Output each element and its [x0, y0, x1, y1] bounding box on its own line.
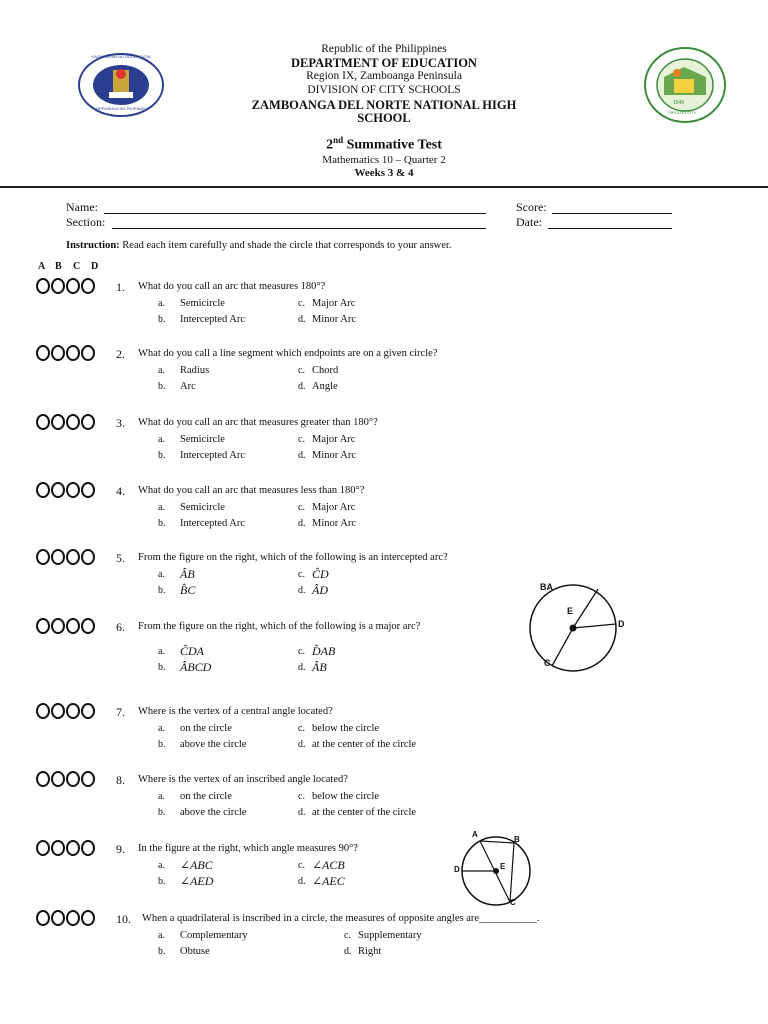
option-letter: d.	[298, 876, 306, 887]
answer-header-a: A	[38, 261, 46, 272]
option-letter: d.	[298, 314, 306, 325]
fig1-label-e: E	[567, 606, 574, 616]
question-number: 2.	[116, 347, 125, 361]
answer-bubble-c[interactable]	[66, 549, 80, 565]
option-letter: d.	[298, 381, 306, 392]
answer-bubble-c[interactable]	[66, 278, 80, 294]
figure-circle-inscribed	[458, 834, 538, 910]
answer-bubble-d[interactable]	[81, 840, 95, 856]
option-letter: c.	[298, 365, 305, 376]
option-letter: d.	[298, 807, 306, 818]
answer-bubble-c[interactable]	[66, 771, 80, 787]
option-text: on the circle	[180, 791, 232, 802]
question-text: When a quadrilateral is inscribed in a circle, the measures of opposite angles are___________.	[142, 913, 540, 924]
question-text: From the figure on the right, which of the following is a major arc?	[138, 621, 421, 632]
option-letter: a.	[158, 434, 165, 445]
answer-bubble-c[interactable]	[66, 482, 80, 498]
name-field[interactable]	[104, 213, 486, 214]
instruction: Instruction: Read each item carefully and shade the circle that corresponds to your answer.	[66, 240, 452, 251]
section-field[interactable]	[112, 228, 486, 229]
figure-circle-abcde	[520, 580, 640, 680]
option-letter: c.	[298, 298, 305, 309]
question-number: 7.	[116, 705, 125, 719]
answer-bubbles	[36, 549, 96, 570]
option-text: Major Arc	[312, 434, 356, 445]
deped-seal-text-top: KAGAWARAN NG EDUKASYON	[91, 54, 151, 59]
question-text: What do you call an arc that measures 180°?	[138, 281, 326, 292]
option-letter: c.	[344, 930, 351, 941]
option-text: above the circle	[180, 739, 247, 750]
question-text: What do you call an arc that measures less than 180°?	[138, 485, 365, 496]
answer-bubble-d[interactable]	[81, 703, 95, 719]
option-text: D̂AB	[312, 644, 336, 658]
answer-bubble-d[interactable]	[81, 549, 95, 565]
option-letter: a.	[158, 298, 165, 309]
option-letter: d.	[344, 946, 352, 957]
answer-bubble-a[interactable]	[36, 618, 50, 634]
option-text: Intercepted Arc	[180, 518, 246, 529]
answer-bubble-c[interactable]	[66, 840, 80, 856]
answer-bubbles	[36, 618, 96, 639]
test-subtitle: Mathematics 10 – Quarter 2	[322, 154, 446, 166]
answer-bubble-b[interactable]	[51, 345, 65, 361]
option-letter: b.	[158, 739, 166, 750]
answer-bubble-b[interactable]	[51, 910, 65, 926]
question-number: 6.	[116, 620, 125, 634]
answer-bubbles	[36, 910, 96, 931]
fig1-label-ba: BA	[540, 582, 553, 592]
option-letter: a.	[158, 569, 165, 580]
date-field[interactable]	[548, 228, 672, 229]
answer-bubble-d[interactable]	[81, 345, 95, 361]
answer-bubble-a[interactable]	[36, 910, 50, 926]
fig2-label-e: E	[500, 862, 506, 871]
answer-bubble-c[interactable]	[66, 414, 80, 430]
option-text: at the center of the circle	[312, 807, 417, 818]
option-letter: d.	[298, 585, 306, 596]
deped-seal-text-bottom: REPUBLIKA NG PILIPINAS	[96, 106, 146, 111]
option-text: ĈD	[312, 567, 329, 581]
option-letter: b.	[158, 876, 166, 887]
header-division: DIVISION OF CITY SCHOOLS	[307, 84, 461, 96]
option-letter: a.	[158, 930, 165, 941]
answer-bubbles	[36, 278, 96, 299]
option-text: ÂB	[312, 660, 327, 674]
name-label: Name:	[66, 200, 98, 214]
answer-bubble-d[interactable]	[81, 910, 95, 926]
option-text: Major Arc	[312, 298, 356, 309]
header-school-name: ZAMBOANGA DEL NORTE NATIONAL HIGH	[251, 98, 517, 112]
question-number: 10.	[116, 912, 131, 926]
option-text: ÂBCD	[180, 660, 212, 674]
option-letter: b.	[158, 450, 166, 461]
option-letter: c.	[298, 434, 305, 445]
option-text: Chord	[312, 365, 339, 376]
fig2-label-a: A	[472, 830, 478, 839]
answer-bubbles	[36, 345, 96, 366]
question-number: 1.	[116, 280, 125, 294]
question-text: In the figure at the right, which angle measures 90°?	[138, 843, 358, 854]
option-letter: c.	[298, 791, 305, 802]
question-text: Where is the vertex of an inscribed angle located?	[138, 774, 348, 785]
answer-bubble-b[interactable]	[51, 549, 65, 565]
answer-bubble-a[interactable]	[36, 345, 50, 361]
option-text: Obtuse	[180, 946, 210, 957]
question-text: From the figure on the right, which of the following is an intercepted arc?	[138, 552, 448, 563]
answer-bubble-a[interactable]	[36, 414, 50, 430]
answer-bubble-b[interactable]	[51, 278, 65, 294]
option-text: Angle	[312, 381, 338, 392]
answer-bubble-c[interactable]	[66, 345, 80, 361]
answer-bubbles	[36, 840, 96, 861]
test-title: 2nd Summative Test	[326, 135, 442, 153]
header-republic: Republic of the Philippines	[321, 43, 447, 55]
option-text: Arc	[180, 381, 196, 392]
score-field[interactable]	[552, 213, 672, 214]
question-number: 9.	[116, 842, 125, 856]
question-text: What do you call an arc that measures greater than 180°?	[138, 417, 378, 428]
question-number: 4.	[116, 484, 125, 498]
option-letter: a.	[158, 646, 165, 657]
option-text: Radius	[180, 365, 210, 376]
section-label: Section:	[66, 215, 106, 229]
option-text: ∠AEC	[312, 874, 345, 888]
option-letter: c.	[298, 502, 305, 513]
option-text: Minor Arc	[312, 450, 357, 461]
answer-bubble-a[interactable]	[36, 703, 50, 719]
answer-bubbles	[36, 482, 96, 503]
option-text: ∠ABC	[180, 858, 213, 872]
answer-bubble-a[interactable]	[36, 840, 50, 856]
option-text: Supplementary	[358, 930, 422, 941]
answer-bubble-d[interactable]	[81, 278, 95, 294]
option-text: Semicircle	[180, 434, 225, 445]
header-region: Region IX, Zamboanga Peninsula	[306, 70, 462, 82]
option-letter: d.	[298, 739, 306, 750]
question-number: 3.	[116, 416, 125, 430]
header-school-name-2: SCHOOL	[357, 111, 411, 125]
question-text: Where is the vertex of a central angle located?	[138, 706, 333, 717]
fig1-label-c: C	[544, 658, 551, 668]
option-letter: a.	[158, 502, 165, 513]
option-text: Minor Arc	[312, 518, 357, 529]
option-letter: c.	[298, 723, 305, 734]
date-label: Date:	[516, 215, 542, 229]
school-seal-city: DIPOLOG CITY	[668, 110, 697, 115]
header-divider	[0, 186, 768, 188]
option-text: ÂB	[180, 567, 195, 581]
option-text: Intercepted Arc	[180, 450, 246, 461]
answer-bubble-b[interactable]	[51, 840, 65, 856]
school-seal-year: 1946	[673, 100, 685, 106]
option-text: ÂD	[312, 583, 328, 597]
option-letter: a.	[158, 860, 165, 871]
option-text: ĈDA	[180, 644, 204, 658]
option-letter: b.	[158, 314, 166, 325]
answer-bubble-d[interactable]	[81, 618, 95, 634]
question-number: 8.	[116, 773, 125, 787]
option-letter: b.	[158, 518, 166, 529]
option-letter: b.	[158, 381, 166, 392]
answer-bubble-a[interactable]	[36, 482, 50, 498]
option-letter: b.	[158, 807, 166, 818]
option-letter: a.	[158, 723, 165, 734]
answer-bubble-d[interactable]	[81, 771, 95, 787]
answer-header-c: C	[73, 261, 81, 272]
option-text: Minor Arc	[312, 314, 357, 325]
answer-bubble-a[interactable]	[36, 549, 50, 565]
answer-bubble-c[interactable]	[66, 703, 80, 719]
answer-bubble-b[interactable]	[51, 618, 65, 634]
answer-bubble-d[interactable]	[81, 482, 95, 498]
answer-bubbles	[36, 414, 96, 435]
option-letter: d.	[298, 450, 306, 461]
question-number: 5.	[116, 551, 125, 565]
option-letter: c.	[298, 860, 305, 871]
answer-bubble-b[interactable]	[51, 482, 65, 498]
option-text: below the circle	[312, 791, 380, 802]
answer-bubble-c[interactable]	[66, 910, 80, 926]
option-text: Intercepted Arc	[180, 314, 246, 325]
answer-bubble-c[interactable]	[66, 618, 80, 634]
option-text: above the circle	[180, 807, 247, 818]
answer-bubble-a[interactable]	[36, 278, 50, 294]
option-text: at the center of the circle	[312, 739, 417, 750]
option-text: on the circle	[180, 723, 232, 734]
fig2-label-d: D	[454, 865, 460, 874]
answer-bubble-d[interactable]	[81, 414, 95, 430]
answer-bubble-a[interactable]	[36, 771, 50, 787]
option-letter: b.	[158, 946, 166, 957]
header-deped: DEPARTMENT OF EDUCATION	[291, 56, 477, 70]
question-text: What do you call a line segment which endpoints are on a given circle?	[138, 348, 438, 359]
answer-header-d: D	[91, 261, 99, 272]
answer-bubble-b[interactable]	[51, 414, 65, 430]
fig2-label-b: B	[514, 835, 520, 844]
answer-header-b: B	[55, 261, 62, 272]
fig2-label-c: C	[510, 898, 516, 907]
answer-bubbles	[36, 771, 96, 792]
option-text: Complementary	[180, 930, 248, 941]
option-letter: c.	[298, 569, 305, 580]
option-text: Major Arc	[312, 502, 356, 513]
option-text: ∠ACB	[312, 858, 345, 872]
option-text: Right	[358, 946, 382, 957]
option-text: below the circle	[312, 723, 380, 734]
score-label: Score:	[516, 200, 547, 214]
option-text: Semicircle	[180, 298, 225, 309]
fig1-label-d: D	[618, 619, 625, 629]
option-letter: d.	[298, 518, 306, 529]
option-letter: b.	[158, 585, 166, 596]
option-text: B̂C	[180, 583, 196, 597]
answer-bubbles	[36, 703, 96, 724]
option-letter: b.	[158, 662, 166, 673]
answer-bubble-b[interactable]	[51, 703, 65, 719]
option-letter: c.	[298, 646, 305, 657]
option-letter: d.	[298, 662, 306, 673]
option-text: Semicircle	[180, 502, 225, 513]
option-text: ∠AED	[180, 874, 214, 888]
test-weeks: Weeks 3 & 4	[354, 167, 414, 179]
answer-bubble-b[interactable]	[51, 771, 65, 787]
option-letter: a.	[158, 791, 165, 802]
option-letter: a.	[158, 365, 165, 376]
